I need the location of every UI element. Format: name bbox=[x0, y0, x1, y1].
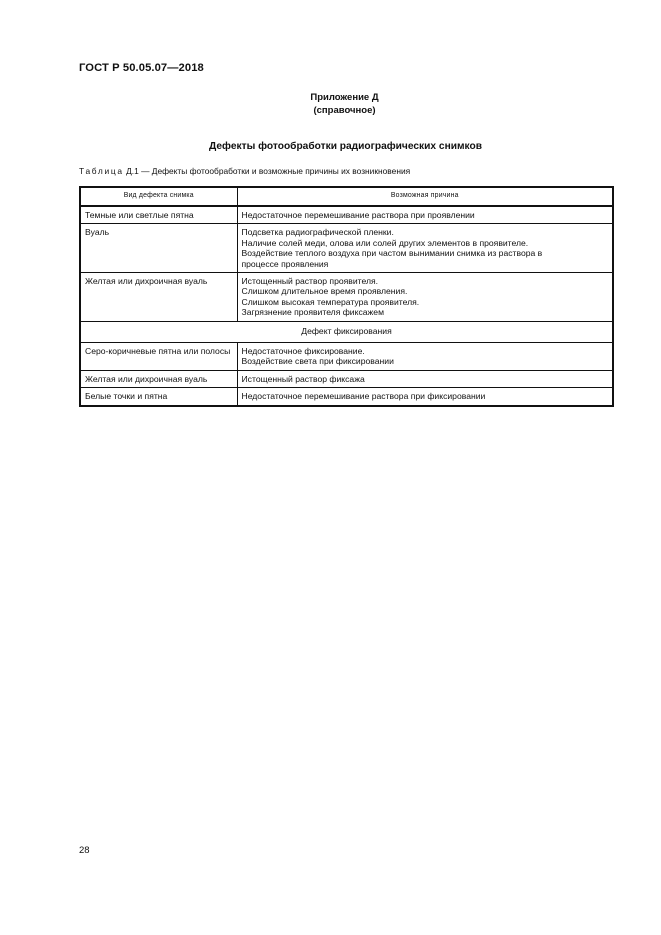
cause-cell bbox=[237, 343, 613, 371]
table-header-row bbox=[80, 187, 613, 206]
cause-cell bbox=[237, 224, 613, 273]
appendix-title: Приложение Д bbox=[310, 92, 379, 103]
standard-header: ГОСТ Р 50.05.07—2018 bbox=[79, 62, 204, 74]
caption-label: Таблица bbox=[79, 166, 124, 176]
cause-line: Недостаточное перемешивание раствора при проявлении bbox=[241, 210, 475, 220]
page-number: 28 bbox=[79, 845, 90, 856]
cause-line: Наличие солей меди, олова или солей других элементов в проявителе. bbox=[241, 237, 529, 248]
defect-cell: Желтая или дихроичная вуаль bbox=[80, 370, 237, 387]
table-row bbox=[80, 343, 613, 371]
cause-line: процессе проявления bbox=[241, 258, 329, 269]
caption-text: — Дефекты фотообработки и возможные причины их возникновения bbox=[141, 166, 411, 176]
document-title: Дефекты фотообработки радиографических снимков bbox=[209, 141, 482, 152]
table-section-row bbox=[80, 321, 613, 342]
defects-table bbox=[79, 186, 614, 407]
cause-cell bbox=[237, 388, 613, 406]
cause-line: Истощенный раствор фиксажа bbox=[241, 373, 365, 384]
section-title: Дефект фиксирования bbox=[80, 321, 613, 342]
cause-line: Подсветка радиографической пленки. bbox=[241, 227, 394, 238]
cause-cell bbox=[237, 273, 613, 322]
defect-cell: Серо-коричневые пятна или полосы bbox=[80, 343, 237, 371]
cause-line: Слишком высокая температура проявителя. bbox=[241, 296, 420, 307]
cause-line: Недостаточное перемешивание раствора при фиксировании bbox=[241, 391, 486, 402]
column-header-cause: Возможная причина bbox=[237, 187, 613, 206]
cause-line: Истощенный раствор проявителя. bbox=[241, 276, 379, 287]
cause-line: Загрязнение проявителя фиксажем bbox=[241, 307, 384, 318]
table-row bbox=[80, 370, 613, 387]
cause-line: Воздействие света при фиксировании bbox=[241, 356, 394, 367]
column-header-defect: Вид дефекта снимка bbox=[80, 187, 237, 206]
appendix-status: (справочное) bbox=[313, 104, 376, 116]
table-row bbox=[80, 206, 613, 224]
appendix-heading bbox=[0, 92, 661, 117]
table-row bbox=[80, 388, 613, 406]
cause-cell bbox=[237, 206, 613, 224]
table-caption bbox=[79, 166, 410, 176]
defect-cell: Белые точки и пятна bbox=[80, 388, 237, 406]
defect-cell: Вуаль bbox=[80, 224, 237, 273]
table-row bbox=[80, 224, 613, 273]
cause-line: Воздействие теплого воздуха при частом вынимании снимка из раствора в bbox=[241, 248, 543, 259]
cause-line: Недостаточное фиксирование. bbox=[241, 346, 365, 357]
table-row bbox=[80, 273, 613, 322]
cause-line: Слишком длительное время проявления. bbox=[241, 286, 408, 297]
cause-cell bbox=[237, 370, 613, 387]
caption-number: Д.1 bbox=[126, 166, 139, 176]
defect-cell: Желтая или дихроичная вуаль bbox=[80, 273, 237, 322]
defect-cell: Темные или светлые пятна bbox=[80, 206, 237, 224]
